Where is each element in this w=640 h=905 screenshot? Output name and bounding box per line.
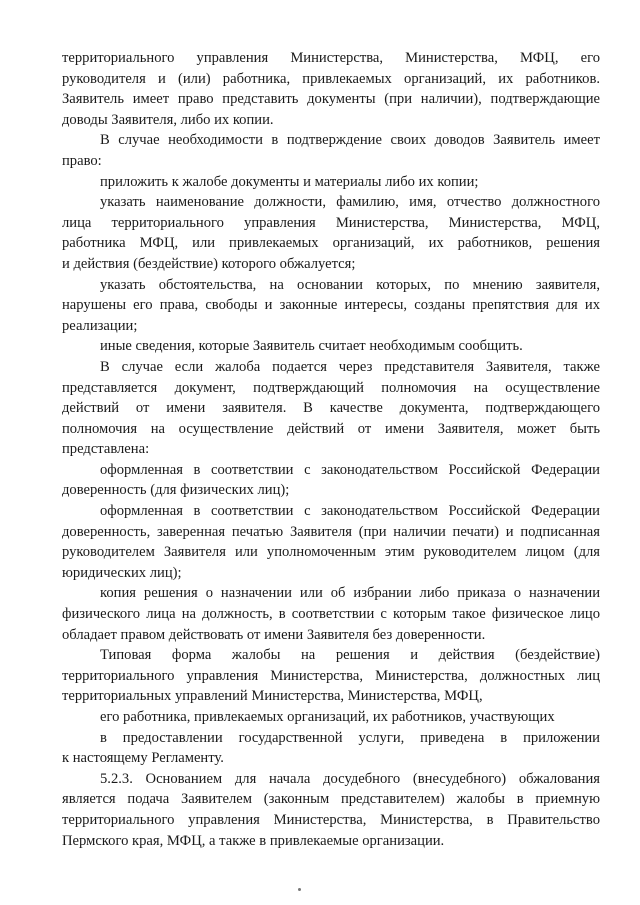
text-line: руководителем Заявителя или уполномоченным этим руководителем лицом (для (62, 544, 600, 561)
text-line: Пермского края, МФЦ, а также в привлекаемые организации. (62, 832, 445, 849)
text-line: 5.2.3. Основанием для начала досудебного (внесудебного) обжалования (100, 770, 600, 787)
text-line: доверенность (для физических лиц); (62, 482, 290, 499)
text-line: юридических лиц); (62, 564, 182, 581)
text-line: является подача Заявителем (законным представителем) жалобы в приемную (62, 791, 600, 808)
text-line: работника МФЦ, или привлекаемых организаций, их работников, решения (62, 235, 600, 252)
text-line: копия решения о назначении или об избрании либо приказа о назначении (100, 585, 600, 602)
text-line: нарушены его права, свободы и законные интересы, созданы препятствия для их (62, 297, 600, 314)
text-line: полномочия на осуществление действий от имени Заявителя, может быть (62, 420, 600, 437)
text-line: в предоставлении государственной услуги, приведена в приложении (100, 729, 600, 746)
text-line: указать наименование должности, фамилию, имя, отчество должностного (100, 194, 600, 211)
text-line: доводы Заявителя, либо их копии. (62, 111, 274, 128)
text-line: приложить к жалобе документы и материалы либо их копии; (100, 173, 479, 190)
document-body (62, 48, 600, 851)
text-line: доверенность, заверенная печатью Заявителя (при наличии печати) и подписанная (62, 523, 600, 540)
text-line: и действия (бездействие) которого обжалуется; (62, 255, 356, 272)
text-line: его работника, привлекаемых организаций, их работников, участвующих (100, 709, 555, 725)
text-line: представлена: (62, 441, 150, 458)
text-line: В случае если жалоба подается через представителя Заявителя, также (100, 358, 600, 375)
text-line: лица территориального управления Министерства, Министерства, МФЦ, (62, 214, 600, 231)
text-line: Типовая форма жалобы на решения и действия (бездействие) (100, 647, 600, 664)
text-line: реализации; (62, 317, 138, 334)
scan-artifact (298, 888, 301, 891)
text-line: указать обстоятельства, на основании которых, по мнению заявителя, (100, 276, 600, 293)
text-line: представляется документ, подтверждающий полномочия на осуществление (62, 379, 600, 396)
text-line: обладает правом действовать от имени Заявителя без доверенности. (62, 626, 486, 643)
text-line: территориального управления Министерства, Министерства, должностных лиц (62, 667, 600, 684)
text-line: территориальных управлений Министерства, Министерства, МФЦ, (62, 688, 483, 705)
text-line: Заявитель имеет право представить документы (при наличии), подтверждающие (62, 91, 600, 108)
text-line: право: (62, 152, 102, 169)
text-line: действий от имени заявителя. В качестве документа, подтверждающего (62, 400, 600, 417)
text-line: оформленная в соответствии с законодательством Российской Федерации (100, 461, 600, 478)
text-line: В случае необходимости в подтверждение своих доводов Заявитель имеет (100, 132, 600, 149)
text-line: иные сведения, которые Заявитель считает необходимым сообщить. (100, 338, 523, 355)
text-line: руководителя и (или) работника, привлекаемых организаций, их работников. (62, 70, 600, 87)
text-line: к настоящему Регламенту. (62, 750, 224, 767)
text-line: территориального управления Министерства, Министерства, в Правительство (62, 811, 600, 828)
text-line: территориального управления Министерства, Министерства, МФЦ, его (62, 50, 600, 66)
text-line: оформленная в соответствии с законодательством Российской Федерации (100, 503, 600, 520)
text-line: физического лица на должность, в соответствии с которым такое физическое лицо (62, 606, 600, 623)
